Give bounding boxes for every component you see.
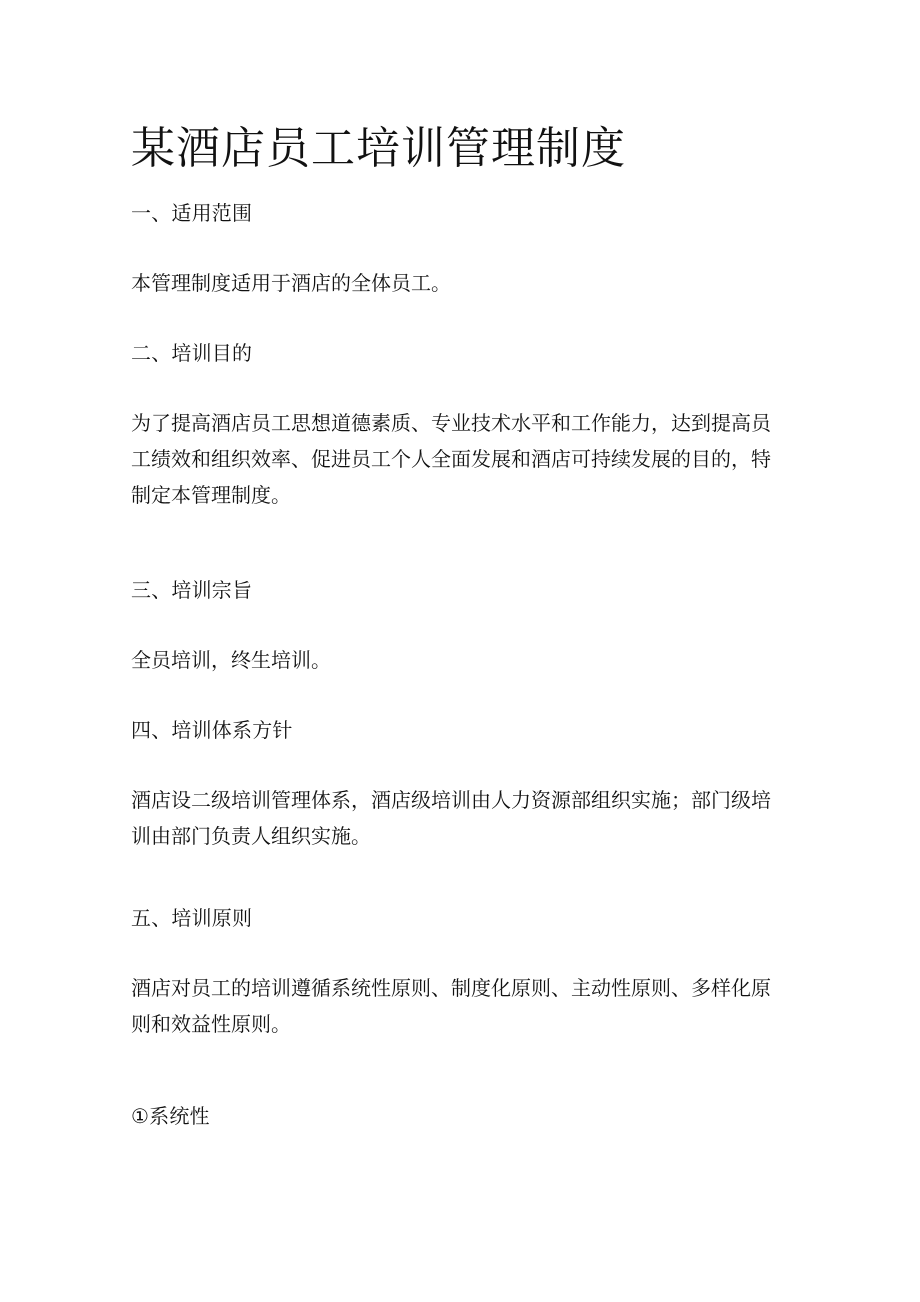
paragraph-line: 酒店对员工的培训遵循系统性原则、制度化原则、主动性原则、多样化原 xyxy=(131,976,771,1000)
section-body-system xyxy=(131,782,791,854)
section-heading-principles: 五、培训原则 xyxy=(131,906,253,930)
subheading-systematic: ①系统性 xyxy=(131,1104,210,1128)
paragraph-line: 训由部门负责人组织实施。 xyxy=(131,824,371,848)
section-body-principles xyxy=(131,970,791,1042)
paragraph-line: 全员培训，终生培训。 xyxy=(131,648,331,672)
section-heading-tenet: 三、培训宗旨 xyxy=(131,578,253,602)
section-heading-scope: 一、适用范围 xyxy=(131,201,253,225)
paragraph-line: 酒店设二级培训管理体系，酒店级培训由人力资源部组织实施；部门级培 xyxy=(131,788,771,812)
section-heading-system: 四、培训体系方针 xyxy=(131,718,293,742)
paragraph-line: 本管理制度适用于酒店的全体员工。 xyxy=(131,271,451,295)
document-title: 某酒店员工培训管理制度 xyxy=(131,123,626,174)
paragraph-line: 制定本管理制度。 xyxy=(131,483,291,507)
section-body-purpose xyxy=(131,405,791,513)
section-body-tenet xyxy=(131,642,791,678)
paragraph-line: 则和效益性原则。 xyxy=(131,1012,291,1036)
section-heading-purpose: 二、培训目的 xyxy=(131,341,253,365)
section-body-scope xyxy=(131,265,791,301)
paragraph-line: 工绩效和组织效率、促进员工个人全面发展和酒店可持续发展的目的，特 xyxy=(131,447,771,471)
paragraph-line: 为了提高酒店员工思想道德素质、专业技术水平和工作能力，达到提高员 xyxy=(131,411,771,435)
